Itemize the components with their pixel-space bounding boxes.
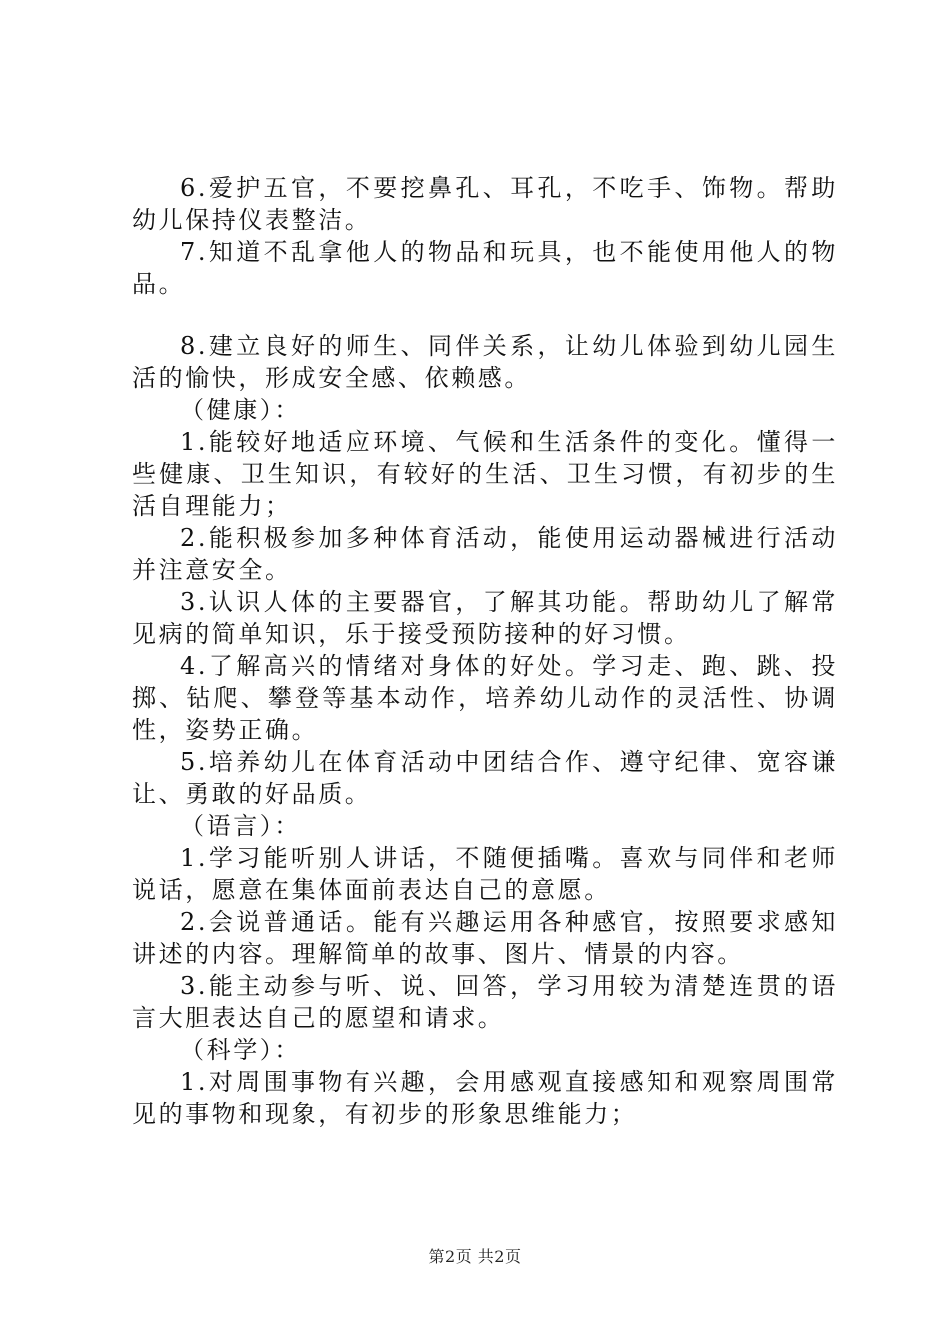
health-item-2: 2.能积极参加多种体育活动，能使用运动器械进行活动并注意安全。: [132, 524, 838, 584]
health-item-1: 1.能较好地适应环境、气候和生活条件的变化。懂得一些健康、卫生知识，有较好的生活、卫生习惯，有初步的生活自理能力；: [132, 428, 838, 520]
language-item-3: 3.能主动参与听、说、回答，学习用较为清楚连贯的语言大胆表达自己的愿望和请求。: [132, 972, 838, 1032]
paragraph-item-8: 8.建立良好的师生、同伴关系，让幼儿体验到幼儿园生活的愉快，形成安全感、依赖感。: [132, 332, 838, 392]
paragraph-item-6: 6.爱护五官，不要挖鼻孔、耳孔，不吃手、饰物。帮助幼儿保持仪表整洁。: [132, 174, 838, 234]
health-item-4: 4.了解高兴的情绪对身体的好处。学习走、跑、跳、投掷、钻爬、攀登等基本动作，培养幼儿动作的灵活性、协调性，姿势正确。: [132, 652, 838, 744]
section-heading-health: （健康）：: [180, 396, 301, 424]
health-item-3: 3.认识人体的主要器官，了解其功能。帮助幼儿了解常见病的简单知识，乐于接受预防接种的好习惯。: [132, 588, 838, 648]
section-heading-language: （语言）：: [180, 812, 301, 840]
page-number-footer: 第2页 共2页: [428, 1247, 522, 1266]
language-item-1: 1.学习能听别人讲话，不随便插嘴。喜欢与同伴和老师说话，愿意在集体面前表达自己的意愿。: [132, 844, 838, 904]
science-item-1: 1.对周围事物有兴趣，会用感观直接感知和观察周围常见的事物和现象，有初步的形象思维能力；: [132, 1068, 838, 1128]
language-item-2: 2.会说普通话。能有兴趣运用各种感官，按照要求感知讲述的内容。理解简单的故事、图片、情景的内容。: [132, 908, 838, 968]
health-item-5: 5.培养幼儿在体育活动中团结合作、遵守纪律、宽容谦让、勇敢的好品质。: [132, 748, 838, 808]
paragraph-item-7: 7.知道不乱拿他人的物品和玩具，也不能使用他人的物品。: [132, 238, 838, 298]
section-heading-science: （科学）：: [180, 1036, 301, 1064]
document-body: [132, 172, 838, 1130]
